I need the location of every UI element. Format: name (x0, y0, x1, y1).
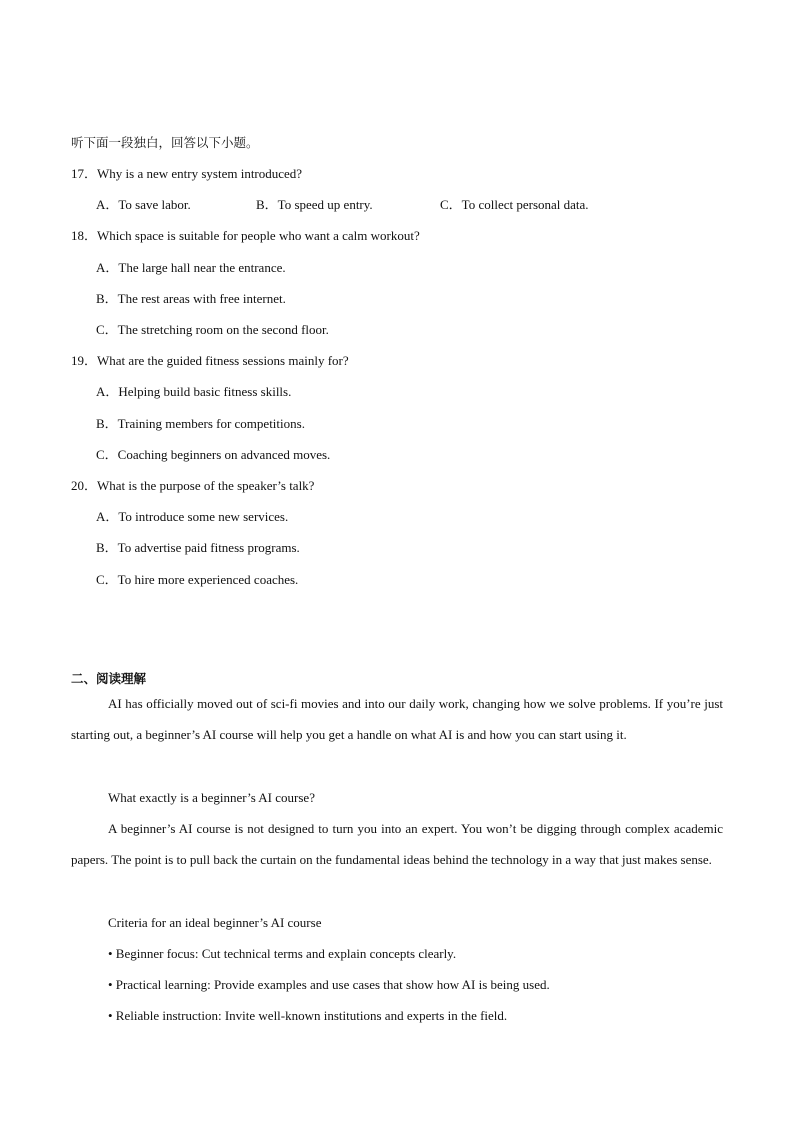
option-text: The rest areas with free internet. (117, 291, 286, 306)
question-text: Which space is suitable for people who want a calm workout? (97, 228, 420, 243)
question-20 (71, 478, 314, 494)
question-number: 19． (71, 353, 98, 368)
option-label: B． (96, 291, 118, 306)
option-text: To hire more experienced coaches. (117, 572, 299, 587)
option-label: B． (96, 540, 118, 555)
question-number: 20． (71, 478, 98, 493)
q17-option-c (440, 197, 589, 213)
option-text: The large hall near the entrance. (118, 260, 286, 275)
question-text: Why is a new entry system introduced? (97, 166, 303, 181)
option-label: B． (256, 197, 278, 212)
q19-option-c (96, 447, 330, 463)
question-17 (71, 166, 302, 182)
bullet-item: • Practical learning: Provide examples and use cases that show how AI is being used. (108, 977, 550, 992)
option-text: To advertise paid fitness programs. (117, 540, 300, 555)
q18-option-b (96, 291, 286, 307)
option-text: Helping build basic fitness skills. (118, 384, 292, 399)
option-label: A． (96, 509, 119, 524)
q19-option-b (96, 416, 305, 432)
option-label: C． (96, 322, 118, 337)
q20-option-b (96, 540, 300, 556)
option-text: The stretching room on the second floor. (117, 322, 329, 337)
q17-option-a (96, 197, 191, 213)
question-19 (71, 353, 349, 369)
q18-option-a (96, 260, 286, 276)
option-text: To introduce some new services. (118, 509, 289, 524)
reading-heading-2: Criteria for an ideal beginner’s AI course (108, 915, 322, 930)
option-label: C． (96, 572, 118, 587)
option-label: A． (96, 197, 119, 212)
section-title: 二、阅读理解 (71, 671, 147, 686)
option-text: Coaching beginners on advanced moves. (117, 447, 331, 462)
q20-option-c (96, 572, 298, 588)
option-text: To speed up entry. (277, 197, 373, 212)
q19-option-a (96, 384, 291, 400)
option-text: To collect personal data. (461, 197, 589, 212)
question-18 (71, 228, 420, 244)
question-number: 18． (71, 228, 98, 243)
reading-heading-1: What exactly is a beginner’s AI course? (108, 790, 315, 805)
reading-paragraph-1: AI has officially moved out of sci-fi movies and into our daily work, changing how we solve problems. If you’re just starting out, a beginner’s AI course will help you get a handle on what AI is and how you can start using it. (71, 696, 723, 743)
q17-option-b (256, 197, 373, 213)
option-label: C． (96, 447, 118, 462)
question-text: What are the guided fitness sessions mainly for? (97, 353, 349, 368)
bullet-item: • Reliable instruction: Invite well-known institutions and experts in the field. (108, 1008, 508, 1023)
question-text: What is the purpose of the speaker’s talk? (97, 478, 315, 493)
q18-option-c (96, 322, 329, 338)
option-label: C． (440, 197, 462, 212)
option-text: Training members for competitions. (117, 416, 305, 431)
option-text: To save labor. (118, 197, 191, 212)
option-label: A． (96, 260, 119, 275)
reading-paragraph-2: A beginner’s AI course is not designed to turn you into an expert. You won’t be digging through complex academic papers. The point is to pull back the curtain on the fundamental ideas behind the technology in a way that just makes sense. (71, 821, 723, 868)
option-label: A． (96, 384, 119, 399)
question-number: 17． (71, 166, 98, 181)
q20-option-a (96, 509, 288, 525)
bullet-item: • Beginner focus: Cut technical terms and explain concepts clearly. (108, 946, 457, 961)
option-label: B． (96, 416, 118, 431)
listening-instruction: 听下面一段独白，回答以下小题。 (71, 135, 259, 150)
